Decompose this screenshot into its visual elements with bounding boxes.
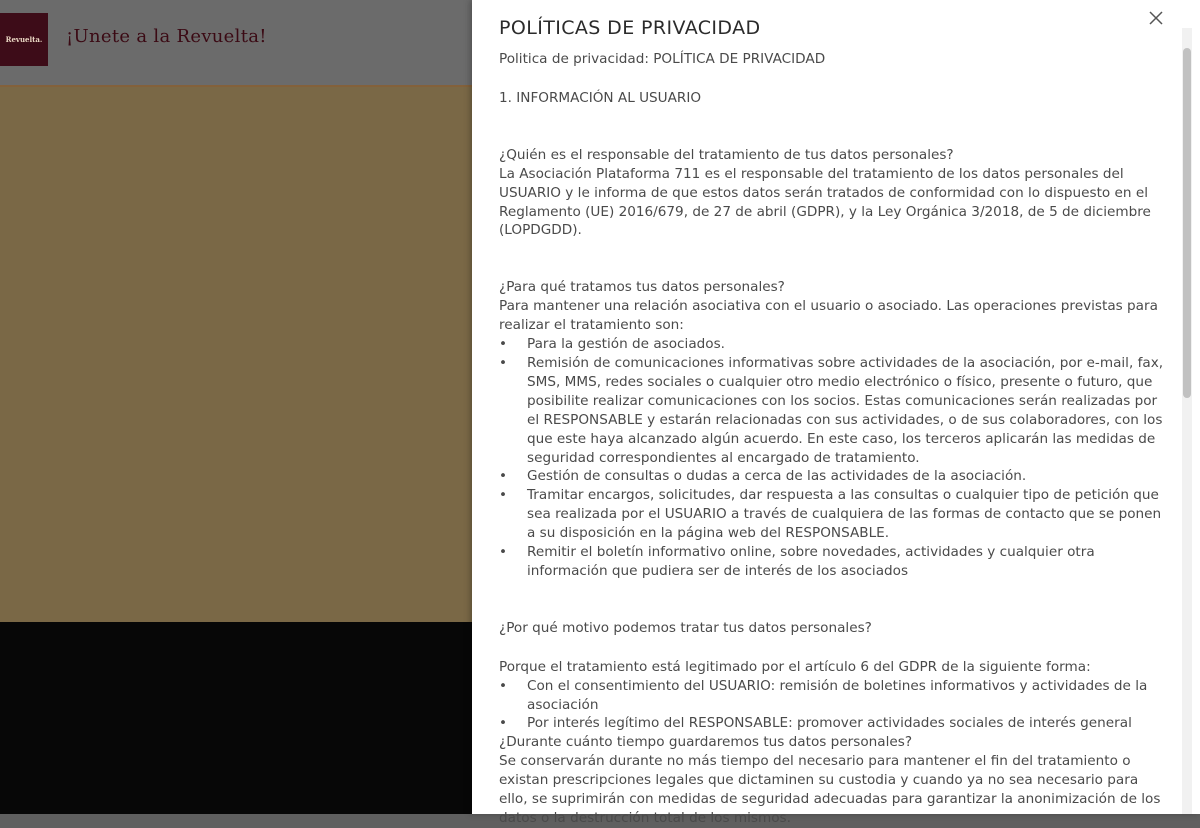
logo-text: Revuelta. [5,35,43,44]
bullet-marker: • [499,487,508,504]
answer-responsible: La Asociación Plataforma 711 es el responsable del tratamiento de los datos personales del USUARIO y le informa de que estos datos serán tratados de conformidad con lo dispuesto en el Reglamento (UE) 2016/679, de 27 de abril (GDPR), y la Ley Orgánica 3/2018, de 5 de diciembre (LOPDGDD). [499,165,1156,239]
list-item [499,467,1169,486]
modal-title: POLÍTICAS DE PRIVACIDAD [499,17,761,39]
site-title[interactable]: ¡Unete a la Revuelta! [66,26,267,47]
close-icon [1144,6,1168,30]
policy-subtitle: Politica de privacidad: POLÍTICA DE PRIVACIDAD [499,51,826,67]
policy-content [499,50,1169,826]
section-heading: 1. INFORMACIÓN AL USUARIO [499,89,702,106]
list-item [499,335,1169,354]
close-button[interactable] [1144,6,1168,30]
question-retention: ¿Durante cuánto tiempo guardaremos tus datos personales? [499,734,913,751]
list-item [499,714,1169,733]
answer-purpose: Para mantener una relación asociativa con el usuario o asociado. Las operaciones previstas para realizar el tratamiento son: [499,298,1163,334]
bullet-marker: • [499,354,508,371]
question-responsible: ¿Quién es el responsable del tratamiento de tus datos personales? [499,146,954,163]
list-item-text: Remisión de comunicaciones informativas sobre actividades de la asociación, por e-mail, fax, SMS, MMS, redes sociales o cualquier otro medio electrónico o físico, presente o futuro, que posibilite realizar comunicaciones con los socios. Estas comunicaciones serán realizadas por el RESPONSABLE y estarán relacionadas con sus actividades, o de sus colaboradores, con los que este haya alcanzado algún acuerdo. En este caso, los terceros aplicarán las medidas de seguridad correspondientes al encargado de tratamiento. [527,354,1164,466]
bullet-marker: • [499,336,508,353]
scrollbar-thumb[interactable] [1183,48,1191,398]
list-item-text: Remitir el boletín informativo online, sobre novedades, actividades y cualquier otra información que pudiera ser de interés de los asociados [527,544,1095,579]
list-item [499,354,1169,467]
list-item-text: Tramitar encargos, solicitudes, dar respuesta a las consultas o cualquier tipo de petición que sea realizada por el USUARIO a través de cualquiera de las formas de contacto que se ponen a su disposición en la página web del RESPONSABLE. [527,487,1162,542]
list-item-text: Para la gestión de asociados. [527,336,725,353]
list-item [499,543,1169,581]
answer-legitimacy: Porque el tratamiento está legitimado por el artículo 6 del GDPR de la siguiente forma: [499,658,1091,675]
bullet-marker: • [499,677,508,694]
question-purpose: ¿Para qué tratamos tus datos personales? [499,279,785,296]
answer-retention: Se conservarán durante no más tiempo del necesario para mantener el fin del tratamiento o existan prescripciones legales que dictaminen su custodia y cuando ya no sea necesario para ello, se suprimirán con medidas de seguridad adecuadas para garantizar la anonimización de los datos o la destrucción total de los mismos. [499,753,1165,826]
privacy-policy-modal [472,0,1200,826]
list-item [499,677,1169,715]
scrollbar[interactable] [1182,28,1192,814]
bullet-marker: • [499,715,508,732]
list-item [499,486,1169,543]
bullet-marker: • [499,468,508,485]
list-item-text: Con el consentimiento del USUARIO: remisión de boletines informativos y actividades de la asociación [527,677,1148,713]
site-logo[interactable] [0,13,48,66]
bullet-marker: • [499,544,508,561]
question-legitimacy: ¿Por qué motivo podemos tratar tus datos personales? [499,619,872,636]
list-item-text: Por interés legítimo del RESPONSABLE: promover actividades sociales de interés general [527,715,1132,732]
list-item-text: Gestión de consultas o dudas a cerca de las actividades de la asociación. [527,468,1027,485]
